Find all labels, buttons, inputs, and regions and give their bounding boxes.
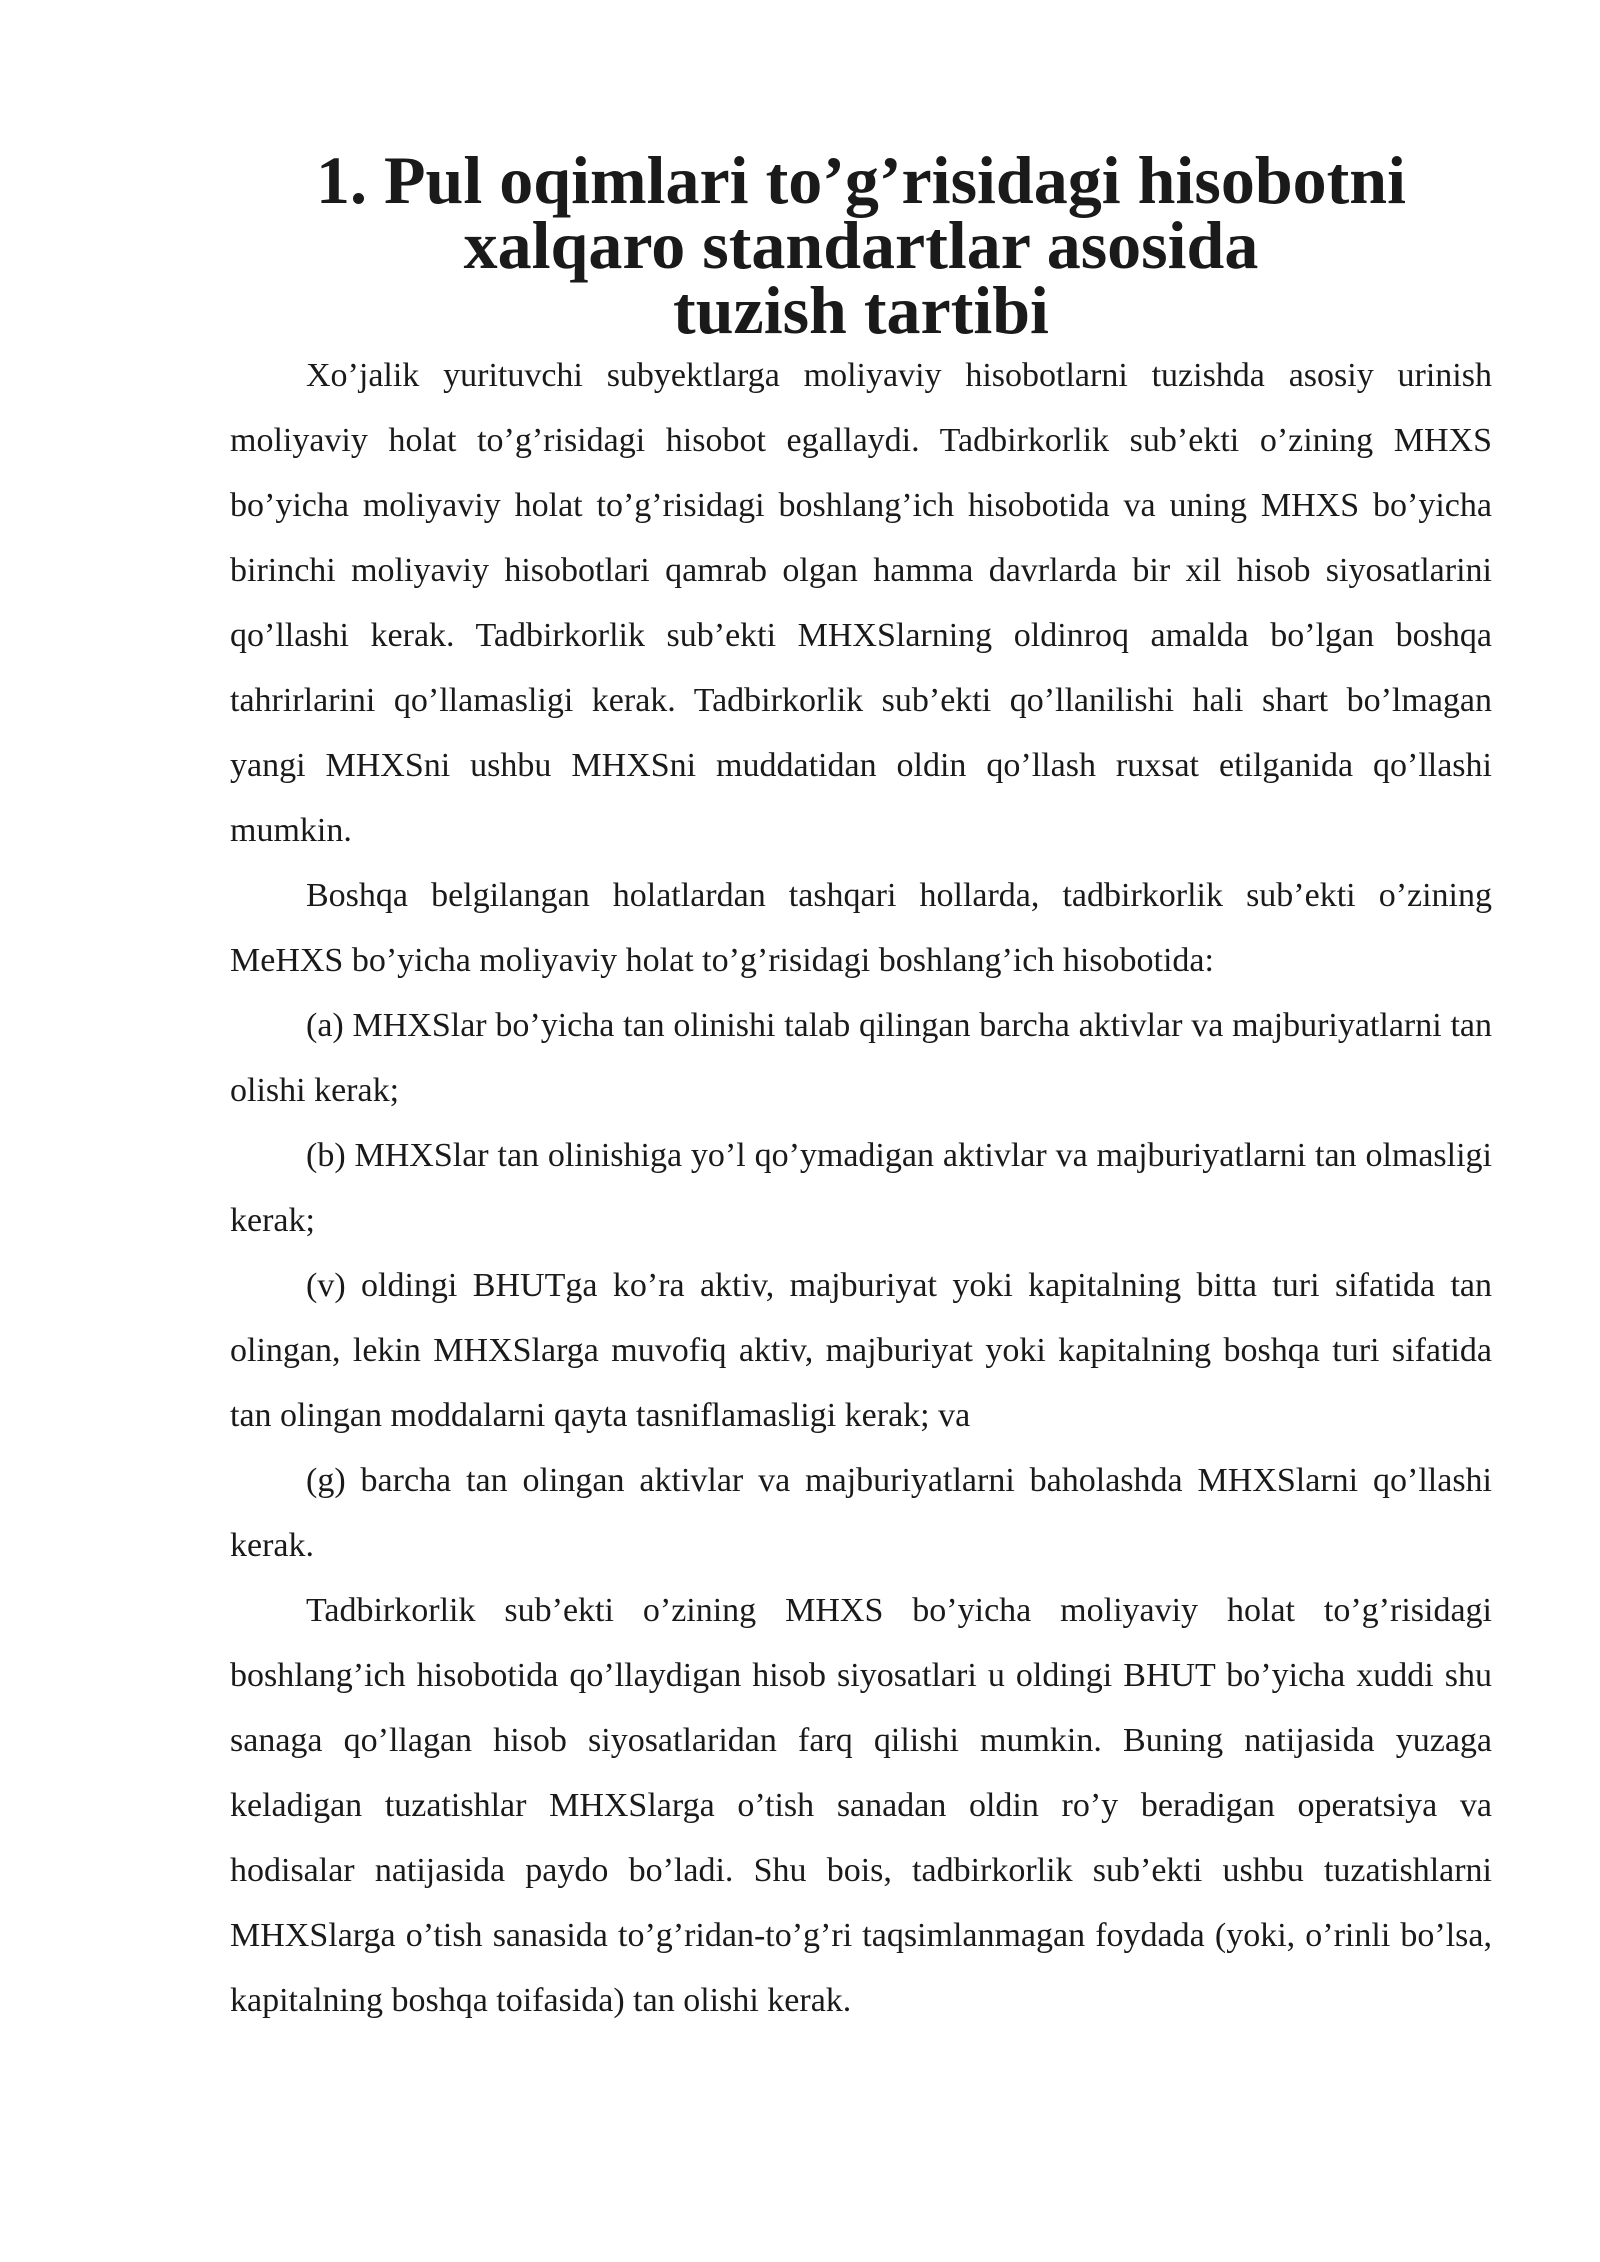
paragraph: Tadbirkorlik sub’ekti o’zining MHXS bo’yicha moliyaviy holat to’g’risidagi boshlang’ich hisobotida qo’llaydigan hisob siyosatlari u oldingi BHUT bo’yicha xuddi shu sanaga qo’llagan hisob siyosatlaridan farq qilishi mumkin. Buning natijasida yuzaga keladigan tuzatishlar MHXSlarga o’tish sanadan oldin ro’y beradigan operatsiya va hodisalar natijasida paydo bo’ladi. Shu bois, tadbirkorlik sub’ekti ushbu tuzatishlarni MHXSlarga o’tish sanasida to’g’ridan-to’g’ri taqsimlanmagan foydada (yoki, o’rinli bo’lsa, kapitalning boshqa toifasida) tan olishi kerak. <box>230 1592 1492 2019</box>
title-line-2: tuzish tartibi <box>673 272 1049 348</box>
list-item-g: (g) barcha tan olingan aktivlar va majburiyatlarni baholashda MHXSlarni qo’llashi kerak. <box>230 1462 1492 1564</box>
list-item-v: (v) oldingi BHUTga ko’ra aktiv, majburiyat yoki kapitalning bitta turi sifatida tan olingan, lekin MHXSlarga muvofiq aktiv, majburiyat yoki kapitalning boshqa turi sifatida tan olingan moddalarni qayta tasniflamasligi kerak; va <box>230 1267 1492 1434</box>
document-title <box>230 142 1492 348</box>
title-line-1: 1. Pul oqimlari to’g’risidagi hisobotni xalqaro standartlar asosida <box>316 142 1406 283</box>
paragraph: Xo’jalik yurituvchi subyektlarga moliyaviy hisobotlarni tuzishda asosiy urinish moliyaviy holat to’g’risidagi hisobot egallaydi. Tadbirkorlik sub’ekti o’zining MHXS bo’yicha moliyaviy holat to’g’risidagi boshlang’ich hisobotida va uning MHXS bo’yicha birinchi moliyaviy hisobotlari qamrab olgan hamma davrlarda bir xil hisob siyosatlarini qo’llashi kerak. Tadbirkorlik sub’ekti MHXSlarning oldinroq amalda bo’lgan boshqa tahrirlarini qo’llamasligi kerak. Tadbirkorlik sub’ekti qo’llanilishi hali shart bo’lmagan yangi MHXSni ushbu MHXSni muddatidan oldin qo’llash ruxsat etilganida qo’llashi mumkin. <box>230 357 1492 849</box>
list-item-a: (a) MHXSlar bo’yicha tan olinishi talab qilingan barcha aktivlar va majburiyatlarni tan olishi kerak; <box>230 1007 1492 1109</box>
document-page <box>230 142 1492 2033</box>
paragraph: Boshqa belgilangan holatlardan tashqari hollarda, tadbirkorlik sub’ekti o’zining MeHXS bo’yicha moliyaviy holat to’g’risidagi boshlang’ich hisobotida: <box>230 877 1492 979</box>
list-item-b: (b) MHXSlar tan olinishiga yo’l qo’ymadigan aktivlar va majburiyatlarni tan olmasligi kerak; <box>230 1137 1492 1239</box>
